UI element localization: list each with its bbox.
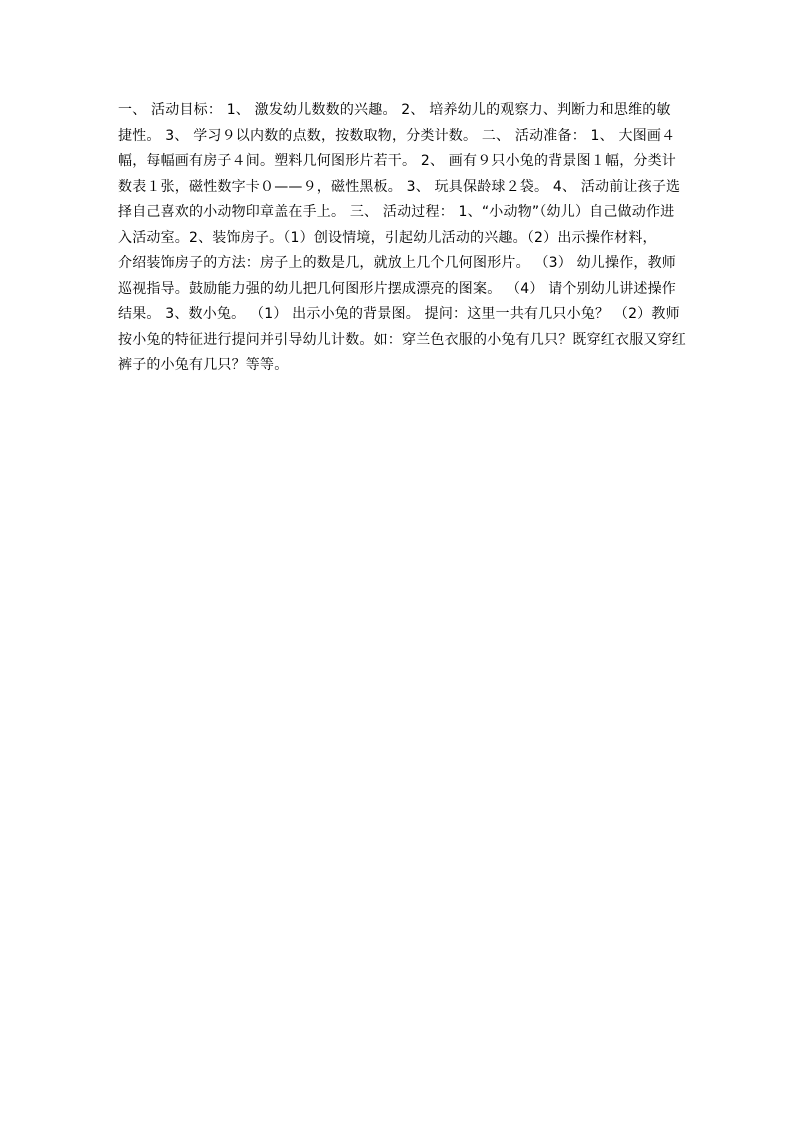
text-line-3: 幅，每幅画有房子４间。塑料几何图形片若干。 2、 画有９只小兔的背景图１幅，分类计	[118, 153, 677, 169]
text-line-11: 裤子的小兔有几只？等等。	[118, 357, 289, 373]
text-line-4: 数表１张，磁性数字卡０——９，磁性黑板。 3、 玩具保龄球２袋。 4、 活动前让孩子选	[118, 178, 681, 195]
text-line-5: 择自己喜欢的小动物印章盖在手上。 三、 活动过程： 1、“小动物”（幼儿）自己做动作进	[118, 204, 675, 220]
text-line-2: 捷性。 3、 学习９以内数的点数，按数取物，分类计数。 二、 活动准备： 1、 大图画４	[118, 127, 676, 144]
text-line-1: 一、 活动目标： 1、 激发幼儿数数的兴趣。 2、 培养幼儿的观察力、判断力和思维的敏	[118, 102, 671, 118]
activity-plan-text	[118, 98, 686, 379]
text-line-10: 按小兔的特征进行提问并引导幼儿计数。如：穿兰色衣服的小兔有几只？既穿红衣服又穿红	[118, 331, 686, 348]
text-line-6: 入活动室。2、装饰房子。（1）创设情境，引起幼儿活动的兴趣。（2）出示操作材料，	[118, 229, 657, 246]
text-line-9: 结果。 3、数小兔。 （1） 出示小兔的背景图。 提问：这里一共有几只小兔？ （2）教师	[118, 306, 680, 322]
text-line-8: 巡视指导。鼓励能力强的幼儿把几何图形片摆成漂亮的图案。 （4） 请个别幼儿讲述操作	[118, 280, 677, 297]
text-line-7: 介绍装饰房子的方法：房子上的数是几，就放上几个几何图形片。 （3） 幼儿操作，教师	[118, 255, 677, 271]
